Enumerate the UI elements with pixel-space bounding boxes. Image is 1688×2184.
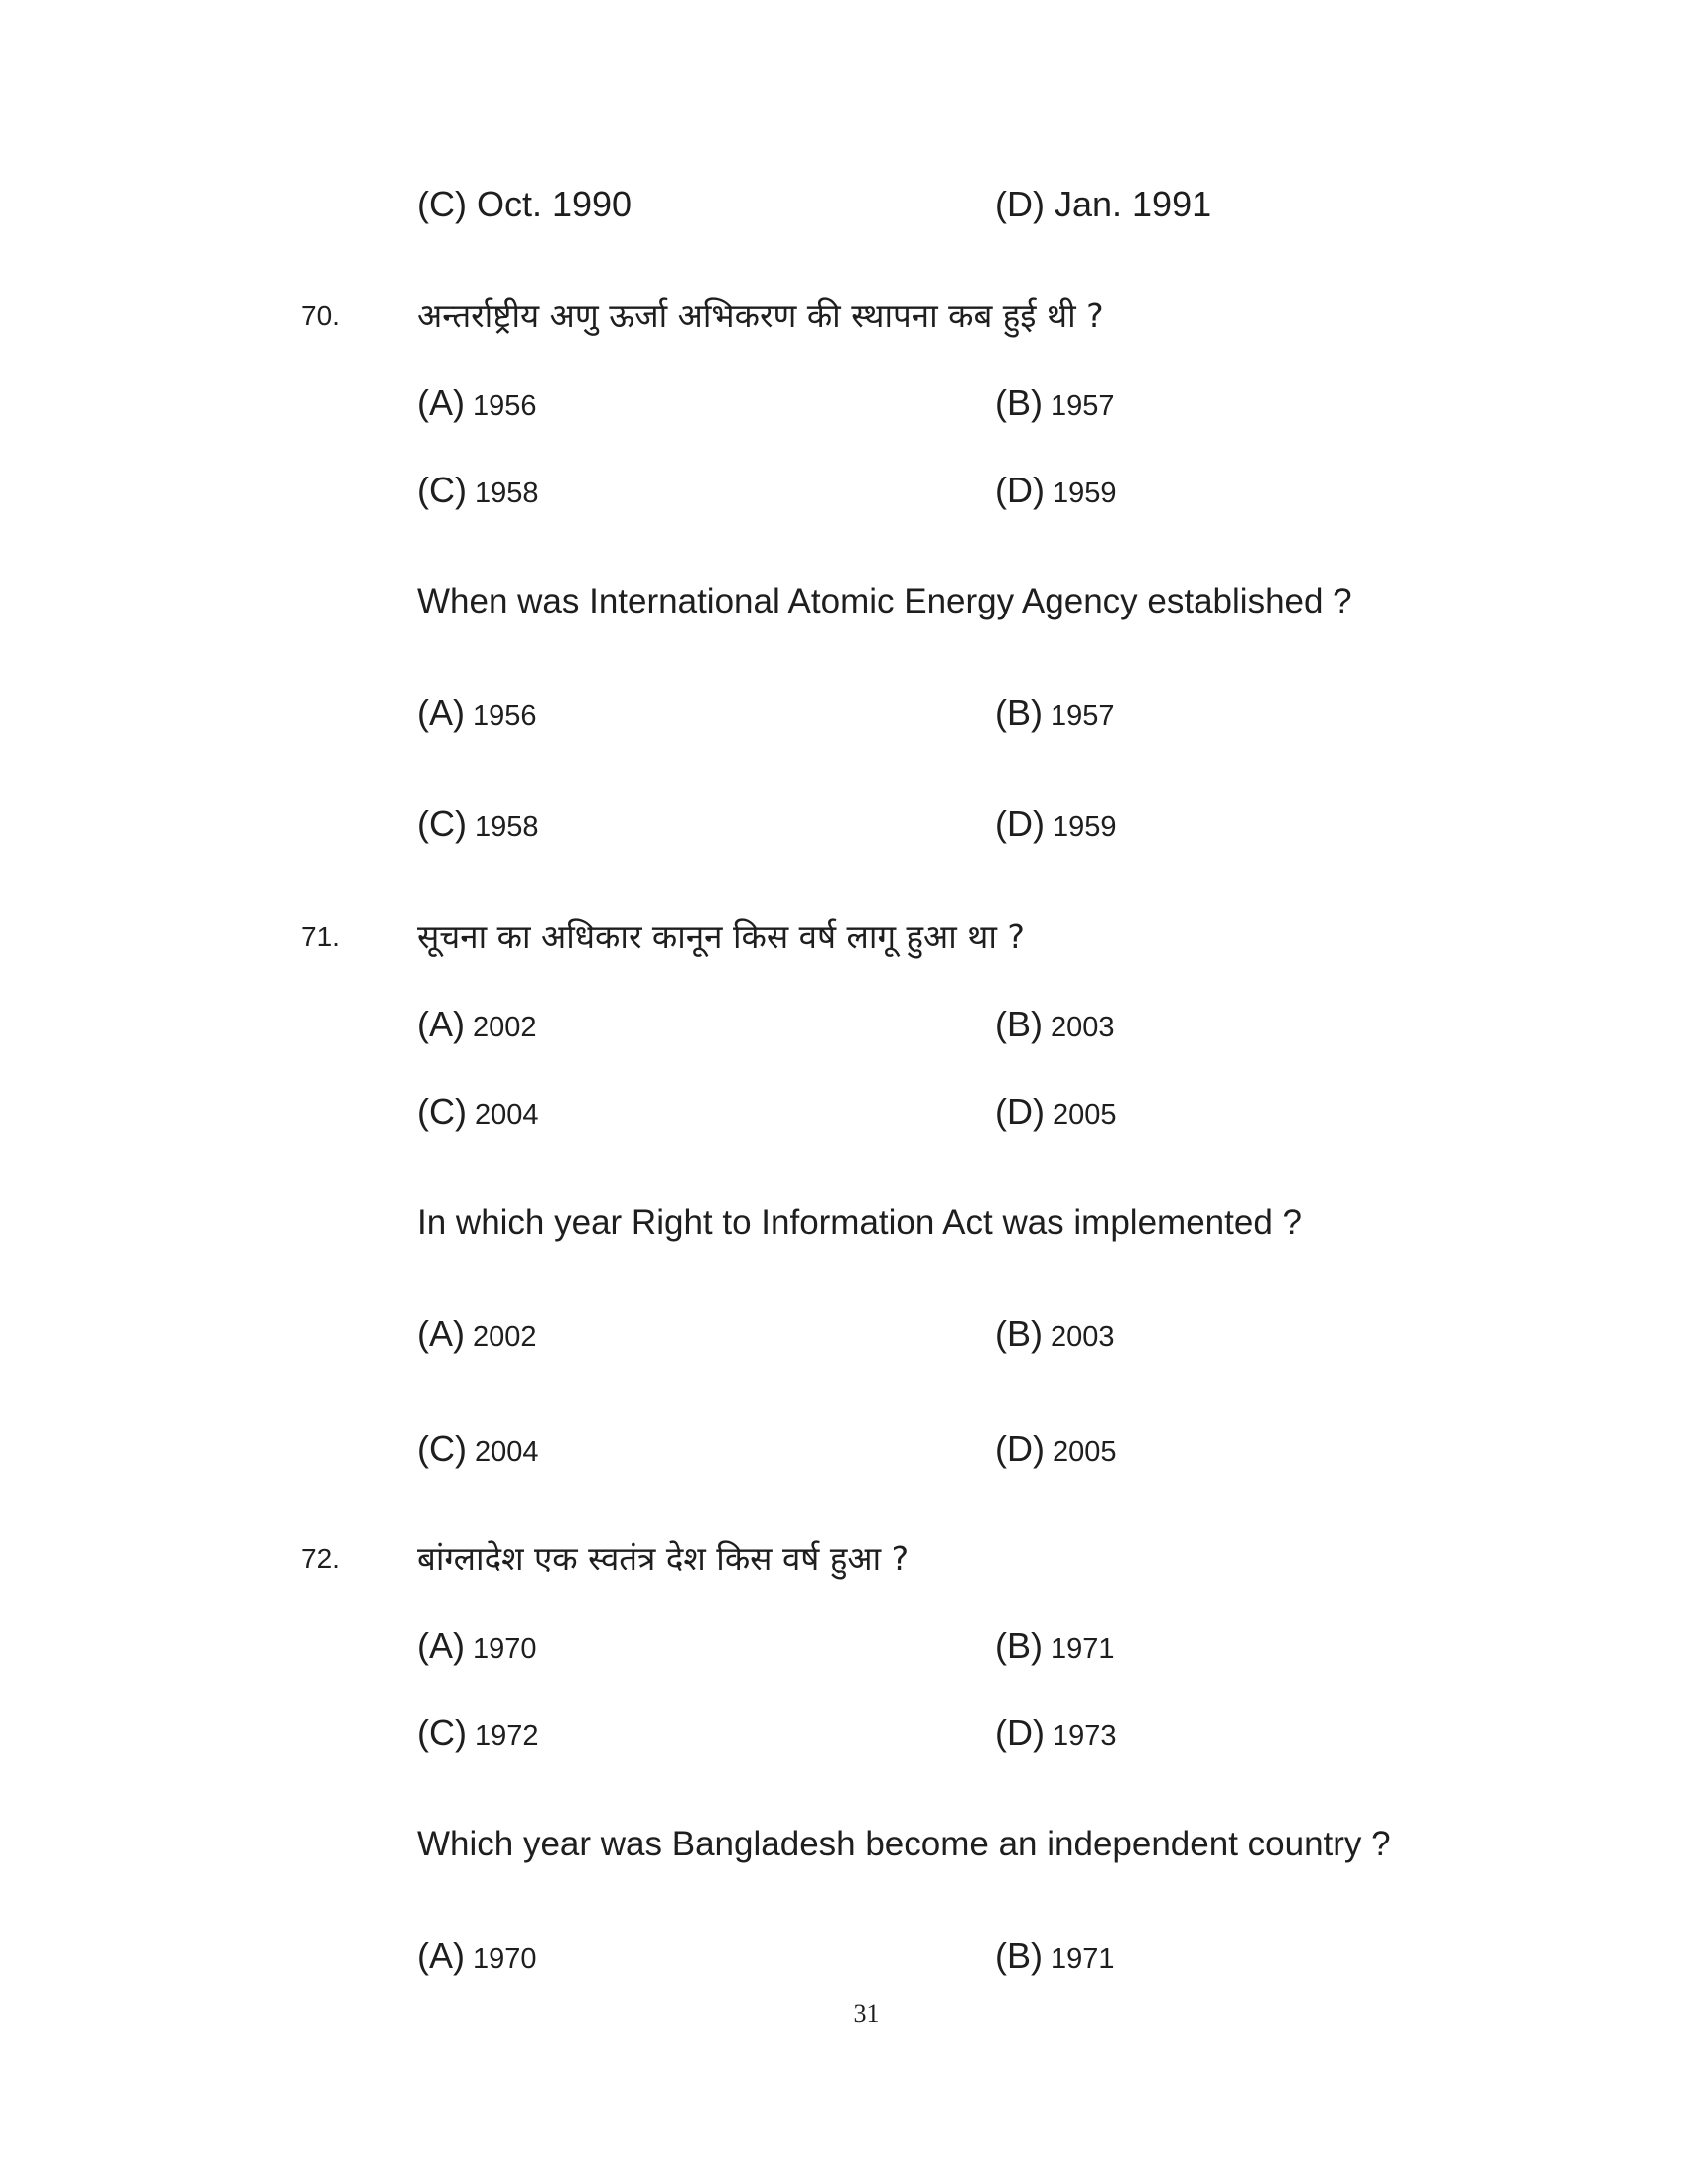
question-text-hindi: सूचना का अधिकार कानून किस वर्ष लागू हुआ था ? [417,917,1025,956]
question-text-hindi: बांग्लादेश एक स्वतंत्र देश किस वर्ष हुआ ? [417,1539,910,1577]
question-row [0,580,1688,639]
option-value: 1957 [1051,390,1115,422]
option-value: 2003 [1051,1012,1115,1043]
option-label: (B) [995,692,1043,733]
option-value: 1973 [1052,1720,1117,1752]
option [995,1711,1117,1758]
option-value: 2004 [474,1099,539,1131]
option [995,1003,1115,1049]
option-value: 1971 [1051,1633,1115,1665]
option-label: (C) [417,1712,467,1753]
option-label: (C) [417,803,467,844]
option-row [0,802,1688,862]
option [995,802,1117,849]
option-row [0,1003,1688,1062]
option-value: 1958 [474,478,539,509]
option [995,183,1211,226]
question-text-english: Which year was Bangladesh become an independent country ? [417,1825,1391,1863]
question-row [0,915,1688,975]
option-value: 2005 [1052,1099,1117,1131]
option [417,1090,539,1137]
option-value: 1972 [474,1720,539,1752]
option [417,1624,537,1671]
option-row [0,1428,1688,1487]
question-row [0,1201,1688,1261]
option-value: 1957 [1051,700,1115,732]
option-row [0,1312,1688,1372]
option-label: (B) [995,382,1043,423]
option-label: (D) [995,1429,1045,1469]
question-row [0,294,1688,353]
question-number: 71. [301,921,340,952]
option-value: 2002 [473,1012,537,1043]
option [417,381,537,428]
option-label: (A) [417,1004,465,1044]
option [995,691,1115,738]
option-label: (C) [417,184,467,224]
option-value: 1959 [1052,478,1117,509]
option-value: 2004 [474,1436,539,1468]
option [417,469,539,515]
option-label: (D) [995,184,1045,224]
question-number: 72. [301,1543,340,1573]
question-text-english: When was International Atomic Energy Agency established ? [417,582,1352,620]
option [417,691,537,738]
option-label: (B) [995,1625,1043,1666]
option-label: (A) [417,1313,465,1354]
option-row [0,1934,1688,1993]
option-value: 2003 [1051,1321,1115,1353]
option-row [0,381,1688,441]
option-label: (C) [417,470,467,510]
option-label: (C) [417,1429,467,1469]
option-row [0,469,1688,528]
option [417,183,632,226]
option-row [0,1090,1688,1150]
option [995,1312,1115,1359]
option-label: (C) [417,1091,467,1132]
option-label: (D) [995,470,1045,510]
option-value: Jan. 1991 [1054,184,1212,224]
option [417,1312,537,1359]
option-value: 1958 [474,811,539,843]
option-value: 2002 [473,1321,537,1353]
option [995,1428,1117,1474]
option [417,1711,539,1758]
option-row [0,1624,1688,1684]
option [417,1428,539,1474]
option-row [0,183,1688,242]
option-label: (D) [995,803,1045,844]
option-label: (B) [995,1313,1043,1354]
option-row [0,1711,1688,1771]
question-number: 70. [301,300,340,331]
question-row [0,1537,1688,1596]
option-label: (D) [995,1712,1045,1753]
option-value: 1956 [473,390,537,422]
option [417,1003,537,1049]
option-label: (A) [417,692,465,733]
option-row [0,691,1688,751]
option [995,1934,1115,1980]
option-value: 1956 [473,700,537,732]
option-label: (A) [417,1625,465,1666]
option-value: 2005 [1052,1436,1117,1468]
option-label: (A) [417,382,465,423]
option-value: Oct. 1990 [476,184,633,224]
question-text-english: In which year Right to Information Act was implemented ? [417,1203,1302,1242]
question-text-hindi: अन्तर्राष्ट्रीय अणु ऊर्जा अभिकरण की स्थापना कब हुई थी ? [417,296,1104,335]
option-value: 1959 [1052,811,1117,843]
option-label: (D) [995,1091,1045,1132]
option-label: (B) [995,1935,1043,1976]
option [417,1934,537,1980]
option-label: (B) [995,1004,1043,1044]
option-value: 1971 [1051,1943,1115,1975]
option [995,469,1117,515]
option [417,802,539,849]
option [995,381,1115,428]
page-number: 31 [853,1999,880,2028]
option-value: 1970 [473,1633,537,1665]
option [995,1624,1115,1671]
option [995,1090,1117,1137]
option-label: (A) [417,1935,465,1976]
option-value: 1970 [473,1943,537,1975]
question-row [0,1823,1688,1882]
